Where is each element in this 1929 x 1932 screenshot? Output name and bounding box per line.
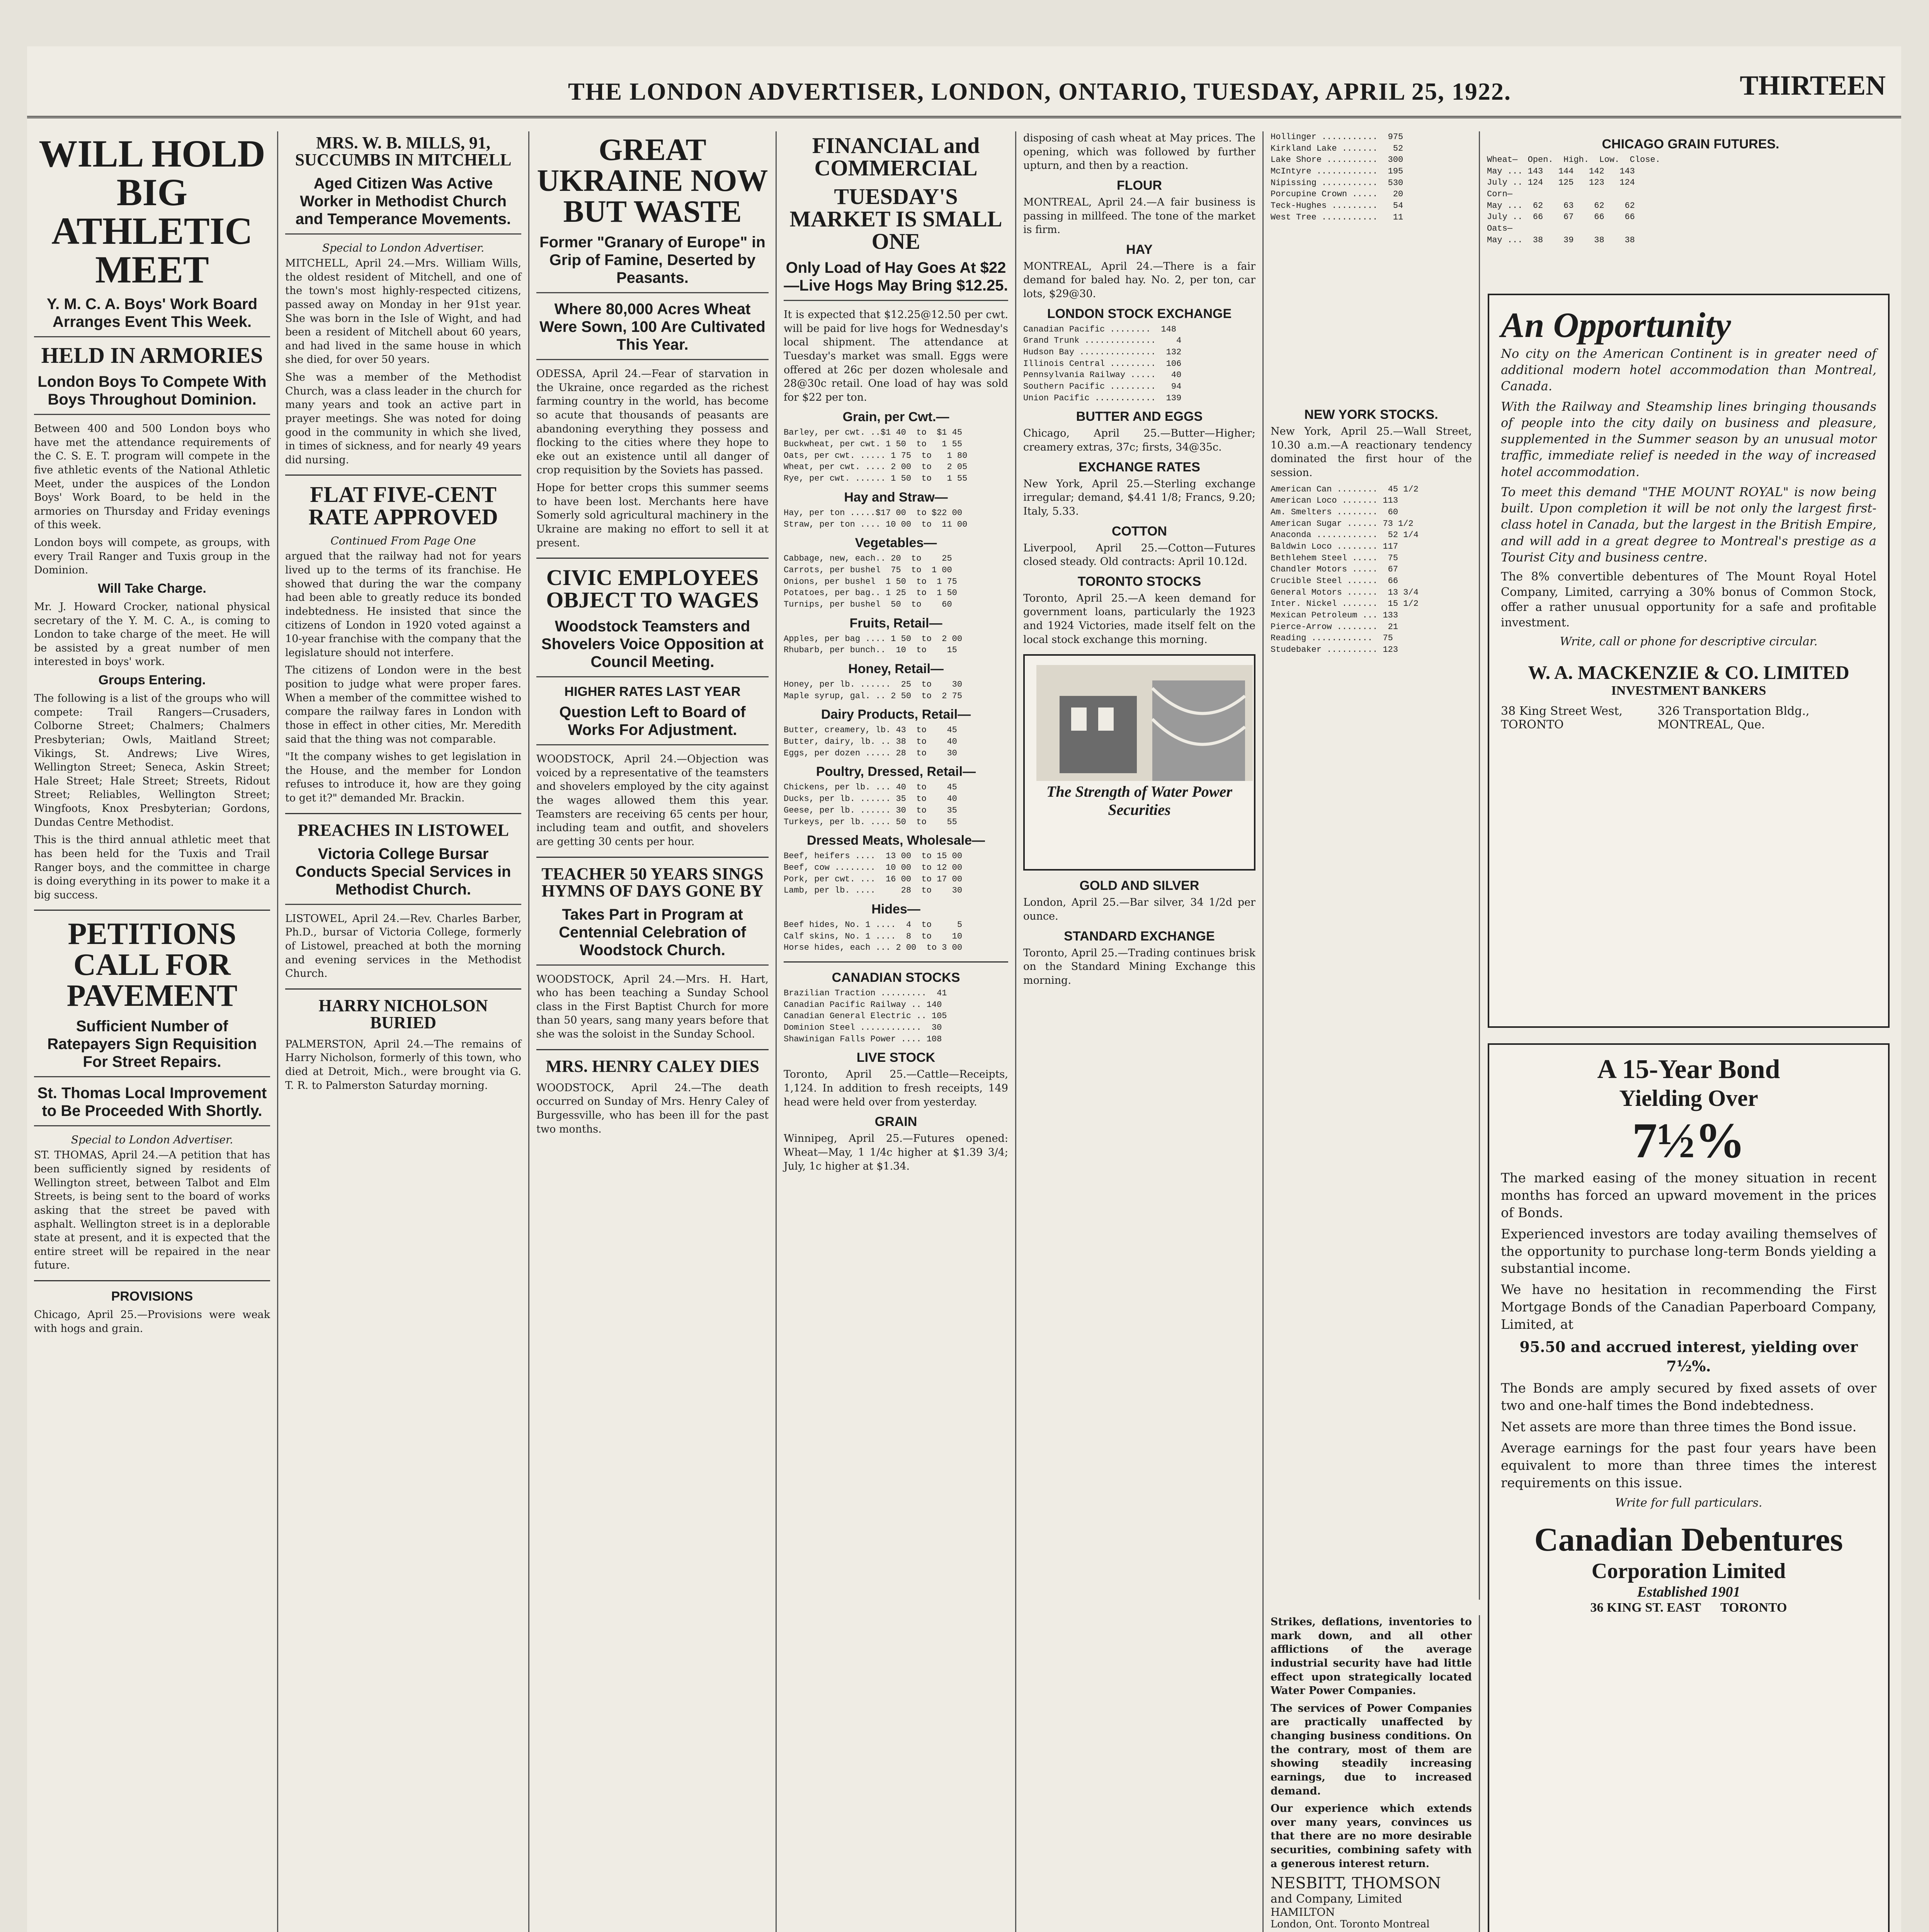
column-2: [278, 131, 529, 1932]
grain-table: Barley, per cwt. ..$1 40 to $1 45 Buckwheat, per cwt. 1 50 to 1 55 Oats, per cwt. ..... 1 75 to 1 80 Wheat, per cwt. .... 2 00 to 2 05 Rye, per cwt. ...... 1 50 to 1 55: [784, 428, 968, 484]
bond-p7: Write for full particulars.: [1615, 1496, 1762, 1510]
nesbitt-city: HAMILTON: [1271, 1906, 1335, 1919]
canadian-stocks-table: Brazilian Traction ......... 41 Canadian Pacific Railway .. 140 Canadian General Electric .. 105 Dominion Steel ............ 30 Shawinigan Falls Power .... 108: [784, 988, 947, 1044]
gold-silver-title: GOLD AND SILVER: [1079, 878, 1199, 893]
athletic-meet-body-3: Mr. J. Howard Crocker, national physical secretary of the Y. M. C. A., is coming to London to take charge of the meet. He will be assisted by a great number of men interested in boys' work.: [34, 600, 270, 668]
nicholson-headline: HARRY NICHOLSON BURIED: [318, 996, 488, 1032]
masthead-title: THE LONDON ADVERTISER, LONDON, ONTARIO, TUESDAY, APRIL 25, 1922.: [568, 78, 1511, 105]
london-exchange-title: LONDON STOCK EXCHANGE: [1047, 306, 1232, 321]
poultry-table-title: Poultry, Dressed, Retail—: [816, 764, 976, 779]
bond-ad: [1488, 1043, 1890, 1932]
masthead: [27, 70, 1901, 118]
opportunity-ad: [1488, 294, 1890, 1028]
column-1: [27, 131, 278, 1932]
new-york-stocks-body: New York, April 25.—Wall Street, 10.30 a.m.—A reactionary tendency dominated the first hour of the session.: [1271, 425, 1472, 479]
butter-eggs-body: Chicago, April 25.—Butter—Higher; creamery extras, 37c; firsts, 34@35c.: [1023, 427, 1255, 454]
column-4: [777, 131, 1016, 1932]
provisions-subhead: PROVISIONS: [111, 1289, 193, 1304]
column-5: [1016, 131, 1264, 1932]
athletic-meet-body-1: Between 400 and 500 London boys who have met the attendance requirements of the C. S. E. T. program will compete in the five athletic events of the National Athletic Meet, under the auspices of the London Boys' Work Board, to be held in the armories on Thursday and Friday evenings of this week.: [34, 423, 270, 531]
bond-subtitle: Yielding Over: [1619, 1085, 1758, 1111]
meats-table: Beef, heifers .... 13 00 to 15 00 Beef, cow ........ 10 00 to 12 00 Pork, per cwt. ... 16 00 to 17 00 Lamb, per lb. .... 28 to 30: [784, 851, 963, 896]
nesbitt-firm-sub: and Company, Limited: [1271, 1892, 1402, 1906]
canadian-debentures-firm-sub: Corporation Limited: [1591, 1559, 1786, 1583]
fare-body-1: argued that the railway had not for years lived up to the terms of its franchise. He showed that during the war the company had been able to greatly reduce its bonded indebtedness. He insisted that since the citizens of London in 1920 voted against a 10-year franchise with the company that the legislature should not interfere.: [285, 550, 521, 659]
wheat-body: disposing of cash wheat at May prices. The opening, which was followed by further upturn, and then by a reaction.: [1023, 132, 1255, 172]
gold-silver-body: London, April 25.—Bar silver, 34 1/2d per ounce.: [1023, 896, 1255, 922]
provisions-body: Chicago, April 25.—Provisions were weak with hogs and grain.: [34, 1309, 270, 1335]
opportunity-title: An Opportunity: [1501, 305, 1731, 345]
ukraine-deck: Former "Granary of Europe" in Grip of Famine, Deserted by Peasants.: [536, 233, 769, 293]
standard-exchange-body: Toronto, April 25.—Trading continues brisk on the Standard Mining Exchange this morning.: [1023, 947, 1255, 986]
listowel-headline: PREACHES IN LISTOWEL: [298, 820, 509, 840]
mines-table: Hollinger ........... 975 Kirkland Lake ....... 52 Lake Shore .......... 300 McIntyre ............ 195 Nipissing ........... 530 Porcupine Crown ..... 20 Teck-Hughes ......... 54 West Tree ........... 11: [1271, 132, 1403, 222]
ukraine-deck-2: Where 80,000 Acres Wheat Were Sown, 100 Are Cultivated This Year.: [536, 300, 769, 360]
dairy-table-title: Dairy Products, Retail—: [821, 707, 971, 722]
bond-p3: We have no hesitation in recommending the First Mortgage Bonds of the Canadian Paperboard Company, Limited, at: [1501, 1282, 1876, 1332]
athletic-meet-headline: WILL HOLD BIG ATHLETIC MEET: [39, 132, 265, 291]
hides-table-title: Hides—: [871, 901, 920, 917]
listowel-deck: Victoria College Bursar Conducts Special Services in Methodist Church.: [285, 845, 521, 905]
ukraine-headline: GREAT UKRAINE NOW BUT WASTE: [537, 133, 768, 229]
toronto-stocks-title: TORONTO STOCKS: [1077, 574, 1201, 589]
hay-title: HAY: [1126, 242, 1153, 257]
market-body: It is expected that $12.25@12.50 per cwt. will be paid for live hogs for Wednesday's local shipment. The attendance at Tuesday's market was small. Eggs were offered at 26c per dozen wholesale and 28@30c retail. One load of hay was sold for $22 per ton.: [784, 309, 1008, 403]
standard-exchange-title: STANDARD EXCHANGE: [1064, 929, 1215, 944]
civic-employees-headline: CIVIC EMPLOYEES OBJECT TO WAGES: [546, 565, 759, 613]
mills-body-1: MITCHELL, April 24.—Mrs. William Wills, the oldest resident of Mitchell, and one of the town's most highly-respected citizens, passed away on Monday in her 91st year. She was born in the Isle of Wight, and had been a resident of Mitchell about 60 years, and had lived in the same house in which she died, for over 50 years.: [285, 257, 521, 366]
london-exchange-table: Canadian Pacific ........ 148 Grand Trunk .............. 4 Hudson Bay ............... 132 Illinois Central ......... 106 Pennsylvania Railway ..... 40 Southern Pacific ......... 94 Union Pacific ............ 139: [1023, 324, 1182, 403]
water-power-p3: Our experience which extends over many years, convinces us that there are no more desirable securities, combining safety with a generous interest return.: [1271, 1803, 1472, 1870]
hay-body: MONTREAL, April 24.—There is a fair demand for baled hay. No. 2, per ton, car lots, $29@30.: [1023, 260, 1255, 300]
grain-title: GRAIN: [874, 1114, 917, 1129]
page-number: THIRTEEN: [1740, 70, 1886, 101]
poultry-table: Chickens, per lb. ... 40 to 45 Ducks, per lb. ...... 35 to 40 Geese, per lb. ...... 30 to 35 Turkeys, per lb. .... 50 to 55: [784, 782, 957, 827]
fruits-table-title: Fruits, Retail—: [849, 616, 942, 631]
column-6-top: [1264, 131, 1480, 402]
divider: [285, 813, 521, 814]
hay-table-title: Hay and Straw—: [844, 490, 948, 505]
column-6-ads: [1264, 1615, 1480, 1932]
bond-p2: Experienced investors are today availing themselves of the opportunity to purchase long-term Bonds yielding a substantial income.: [1501, 1226, 1876, 1277]
divider: [34, 910, 270, 911]
divider: [285, 474, 521, 476]
live-stock-title: LIVE STOCK: [856, 1050, 936, 1065]
grain-body: Winnipeg, April 25.—Futures opened: Wheat—May, 1 1/4c higher at $1.39 3/4; July, 1c higher at $1.34.: [784, 1133, 1008, 1172]
water-power-title: The Strength of Water Power Securities: [1046, 783, 1232, 819]
listowel-body: LISTOWEL, April 24.—Rev. Charles Barber, Ph.D., bursar of Victoria College, formerly of Listowel, preached at both the morning and evening services in the Methodist Church.: [285, 912, 521, 980]
hides-table: Beef hides, No. 1 .... 4 to 5 Calf skins, No. 1 .... 8 to 10 Horse hides, each ... 2 00 to 3 00: [784, 920, 963, 953]
grain-futures-title: CHICAGO GRAIN FUTURES.: [1602, 137, 1779, 151]
mills-dateline: Special to London Advertiser.: [322, 242, 485, 254]
exchange-rates-title: EXCHANGE RATES: [1078, 459, 1200, 474]
fare-headline: FLAT FIVE-CENT RATE APPROVED: [308, 482, 498, 530]
column-3: [529, 131, 777, 1932]
athletic-meet-deck: Y. M. C. A. Boys' Work Board Arranges Event This Week.: [34, 295, 270, 337]
mills-headline: MRS. W. B. MILLS, 91, SUCCUMBS IN MITCHELL: [295, 133, 512, 169]
dam-illustration-icon: [1036, 665, 1253, 781]
teacher-headline: TEACHER 50 YEARS SINGS HYMNS OF DAYS GONE BY: [541, 864, 764, 900]
opportunity-p5: Write, call or phone for descriptive circular.: [1560, 635, 1818, 649]
pavement-dateline: Special to London Advertiser.: [71, 1133, 233, 1146]
grain-table-title: Grain, per Cwt.—: [842, 410, 949, 425]
athletic-meet-body-2: London boys will compete, as groups, with every Trail Ranger and Tuxis group in the Dominion.: [34, 537, 270, 577]
exchange-rates-body: New York, April 25.—Sterling exchange irregular; demand, $4.41 1/8; Francs, 9.20; Italy, 5.33.: [1023, 478, 1255, 517]
athletic-meet-subhead: HELD IN ARMORIES: [41, 343, 263, 368]
opportunity-p4: The 8% convertible debentures of The Mount Royal Hotel Company, Limited, carrying a 30% bonus of Common Stock, offer a rather unusual opportunity for a safe and profitable investment.: [1501, 570, 1876, 629]
teacher-deck: Takes Part in Program at Centennial Celebration of Woodstock Church.: [536, 906, 769, 966]
honey-table-title: Honey, Retail—: [848, 662, 944, 676]
mills-deck: Aged Citizen Was Active Worker in Methodist Church and Temperance Movements.: [285, 175, 521, 235]
civic-employees-deck-2: Question Left to Board of Works For Adjustment.: [536, 703, 769, 745]
butter-eggs-title: BUTTER AND EGGS: [1076, 409, 1203, 424]
will-take-charge-subhead: Will Take Charge.: [98, 581, 206, 596]
nesbitt-firm: NESBITT, THOMSON: [1271, 1874, 1441, 1893]
new-york-stocks-table: American Can ........ 45 1/2 American Loco ....... 113 Am. Smelters ........ 60 American Sugar ...... 73 1/2 Anaconda ............ 52 1/4 Baldwin Loco ........ 117 Bethlehem Steel ..... 75 Chandler Motors ..... 67 Crucible Steel ...... 66 General Motors ...... 13 3/4 Inter. Nickel ....... 15 1/2 Mexican Petroleum ... 133 Pierce-Arrow ........ 21 Reading ............ 75 Studebaker .......... 123: [1271, 484, 1419, 655]
pavement-deck: Sufficient Number of Ratepayers Sign Requisition For Street Repairs.: [34, 1017, 270, 1077]
grain-futures-table: Wheat— Open. High. Low. Close. May ... 143 144 142 143 July .. 124 125 123 124 Corn— May ... 62 63 62 62 July .. 66 67 66 66 Oats— May ... 38 39 38 38: [1487, 155, 1660, 245]
vegetables-table: Cabbage, new, each.. 20 to 25 Carrots, per bushel 75 to 1 00 Onions, per bushel 1 50 to 1 75 Potatoes, per bag.. 1 25 to 1 50 Turnips, per bushel 50 to 60: [784, 554, 957, 609]
higher-rates-subhead: HIGHER RATES LAST YEAR: [564, 684, 741, 699]
civic-employees-deck: Woodstock Teamsters and Shovelers Voice Opposition at Council Meeting.: [536, 617, 769, 677]
mills-body-2: She was a member of the Methodist Church, was a class leader in the church for many years and took an active part in prayer meetings. She was noted for doing good in the community in which she lived, in times of sickness, and for nearly 49 years did nursing.: [285, 371, 521, 466]
ukraine-body-1: ODESSA, April 24.—Fear of starvation in the Ukraine, once regarded as the richest farming country in the world, has become so acute that thousands of peasants are abandoning everything they possess and flocking to the cities where they hope to eke out an existence until all danger of crop requisition by the Soviets has passed.: [536, 368, 769, 476]
groups-entering-subhead: Groups Entering.: [98, 673, 206, 687]
column-6: [1264, 402, 1480, 1600]
fare-continued: Continued From Page One: [330, 534, 476, 548]
canadian-debentures-est: Established 1901: [1637, 1584, 1740, 1600]
mackenzie-address-montreal: 326 Transportation Bldg., MONTREAL, Que.: [1657, 704, 1810, 732]
fruits-table: Apples, per bag .... 1 50 to 2 00 Rhubarb, per bunch.. 10 to 15: [784, 634, 963, 655]
hay-table: Hay, per ton .....$17 00 to $22 00 Straw, per ton .... 10 00 to 11 00: [784, 508, 968, 529]
cotton-body: Liverpool, April 25.—Cotton—Futures closed steady. Old contracts: April 10.12d.: [1023, 542, 1255, 568]
canadian-stocks-title: CANADIAN STOCKS: [832, 970, 960, 985]
nicholson-body: PALMERSTON, April 24.—The remains of Harry Nicholson, formerly of this town, who died at Detroit, Mich., were brought via G. T. R. to Palmerston Saturday morning.: [285, 1038, 521, 1092]
caley-body: WOODSTOCK, April 24.—The death occurred on Sunday of Mrs. Henry Caley of Burgessville, who has been ill for the past two months.: [536, 1082, 769, 1135]
ukraine-body-2: Hope for better crops this summer seems to have been lost. Merchants here have Somerly sold agricultural machinery in the Ukraine are making no effort to sell it at present.: [536, 482, 769, 549]
flour-body: MONTREAL, April 24.—A fair business is passing in millfeed. The tone of the market is firm.: [1023, 196, 1255, 236]
canadian-debentures-firm: Canadian Debentures: [1534, 1521, 1843, 1558]
grain-futures-box: [1480, 131, 1901, 286]
pavement-deck-2: St. Thomas Local Improvement to Be Proceeded With Shortly.: [34, 1084, 270, 1126]
divider: [536, 857, 769, 858]
caley-headline: MRS. HENRY CALEY DIES: [546, 1056, 759, 1076]
dairy-table: Butter, creamery, lb. 43 to 45 Butter, dairy, lb. .. 38 to 40 Eggs, per dozen ..... 28 to 30: [784, 725, 957, 758]
teacher-body: WOODSTOCK, April 24.—Mrs. H. Hart, who has been teaching a Sunday School class in the First Baptist Church for more than 50 years, sang many years before that she was the soloist in the Sunday School.: [536, 973, 769, 1040]
divider: [34, 1280, 270, 1281]
mackenzie-firm: W. A. MACKENZIE & CO. LIMITED: [1528, 662, 1849, 684]
water-power-p1: Strikes, deflations, inventories to mark down, and all other afflictions of the average industrial security have had little effect upon strategically located Water Power Companies.: [1271, 1616, 1472, 1697]
financial-headline: FINANCIAL and COMMERCIAL: [812, 133, 980, 180]
canadian-debentures-address: 36 KING ST. EAST TORONTO: [1590, 1600, 1787, 1615]
pavement-body: ST. THOMAS, April 24.—A petition that has been sufficiently signed by residents of Wellington street, between Talbot and Elm Streets, is being sent to the board of works asking that the street be paved with asphalt. Wellington street is in a deplorable state at present, and it is expected that the entire street will be repaired in the near future.: [34, 1149, 270, 1272]
athletic-meet-deck-2: London Boys To Compete With Boys Throughout Dominion.: [34, 373, 270, 415]
newspaper-page: [27, 46, 1901, 1932]
divider: [536, 1049, 769, 1050]
cotton-title: COTTON: [1112, 524, 1167, 539]
athletic-meet-body-5: This is the third annual athletic meet that has been held for the Tuxis and Trail Ranger boys, and the committee in charge is doing everything in its power to make it a big success.: [34, 834, 270, 901]
bond-p6: Average earnings for the past four years have been equivalent to more than three times the interest requirements on this issue.: [1501, 1440, 1876, 1491]
fare-body-3: "It the company wishes to get legislation in the House, and the member for London refuses to introduce it, how are they going to get it?" demanded Mr. Brackin.: [285, 751, 521, 804]
athletic-meet-body-4: The following is a list of the groups who will compete: Trail Rangers—Crusaders, Colborne Street; Chalmers; Chalmers Presbyterian; Owls, Maitland Street; Vikings, St. Andrews; Live Wires, Wellington Street; Seneca, Askin Street; Hale Street; Hale Street; Streets, Ridout Street; Reliables, Wellington Street; Wingfoots, Knox Presbyterian; Gordons, Dundas Centre Methodist.: [34, 692, 270, 828]
water-power-p2: The services of Power Companies are practically unaffected by changing business conditions. On the contrary, most of them are showing steadily increasing earnings, due to increased demand.: [1271, 1702, 1472, 1797]
bond-rate: 7½%: [1632, 1113, 1745, 1168]
bond-p5: Net assets are more than three times the Bond issue.: [1501, 1419, 1857, 1435]
bond-title: A 15-Year Bond: [1597, 1054, 1780, 1084]
divider: [784, 961, 1008, 963]
divider: [285, 988, 521, 990]
opportunity-p3: To meet this demand "THE MOUNT ROYAL" is now being built. Upon completion it will be not only the largest first-class hotel in Canada, but the largest in the British Empire, and will add in a great degree to Montreal's prestige as a Tourist City and business centre.: [1501, 484, 1876, 565]
new-york-stocks-title: NEW YORK STOCKS.: [1304, 407, 1438, 422]
mackenzie-addresses: [1501, 704, 1876, 731]
mackenzie-firm-sub: INVESTMENT BANKERS: [1611, 684, 1766, 698]
opportunity-p1: No city on the American Continent is in greater need of additional modern hotel accommodation than Montreal, Canada.: [1501, 346, 1876, 394]
vegetables-table-title: Vegetables—: [855, 536, 937, 551]
market-deck: Only Load of Hay Goes At $22—Live Hogs May Bring $12.25.: [784, 259, 1008, 301]
bond-price: 95.50 and accrued interest, yielding over 7½%.: [1519, 1338, 1858, 1375]
nesbitt-cities: London, Ont. Toronto Montreal: [1271, 1918, 1430, 1930]
toronto-stocks-body: Toronto, April 25.—A keen demand for government loans, particularly the 1923 and 1924 Victories, made itself felt on the local stock exchange this morning.: [1023, 592, 1255, 646]
civic-employees-body: WOODSTOCK, April 24.—Objection was voiced by a representative of the teamsters and shovelers employed by the city against the wages allowed them this year. Teamsters are receiving 65 cents per hour, including team and outfit, and shovelers are getting 30 cents per hour.: [536, 753, 769, 848]
meats-table-title: Dressed Meats, Wholesale—: [806, 833, 985, 848]
bond-p1: The marked easing of the money situation in recent months has forced an upward movement in the prices of Bonds.: [1501, 1170, 1876, 1221]
fare-body-2: The citizens of London were in the best position to judge what were proper fares. When a member of the committee wished to compare the railway fares in London with those in effect in other cities, Mr. Meredith said that the thing was not comparable.: [285, 664, 521, 745]
opportunity-p2: With the Railway and Steamship lines bringing thousands of people into the city daily on business and pleasure, supplemented in the Summer season by an unusual motor traffic, immediate relief is needed in the way of increased hotel accommodation.: [1501, 399, 1876, 479]
water-power-ad: [1023, 654, 1255, 871]
market-headline: TUESDAY'S MARKET IS SMALL ONE: [789, 184, 1002, 254]
live-stock-body: Toronto, April 25.—Cattle—Receipts, 1,124. In addition to fresh receipts, 149 head were held over from yesterday.: [784, 1068, 1008, 1108]
honey-table: Honey, per lb. ...... 25 to 30 Maple syrup, gal. .. 2 50 to 2 75: [784, 680, 963, 701]
divider: [536, 558, 769, 559]
pavement-headline: PETITIONS CALL FOR PAVEMENT: [66, 917, 238, 1013]
flour-title: FLOUR: [1116, 178, 1162, 193]
mackenzie-address-toronto: 38 King Street West, TORONTO: [1501, 704, 1623, 732]
bond-p4: The Bonds are amply secured by fixed assets of over two and one-half times the Bond indebtedness.: [1501, 1381, 1876, 1414]
